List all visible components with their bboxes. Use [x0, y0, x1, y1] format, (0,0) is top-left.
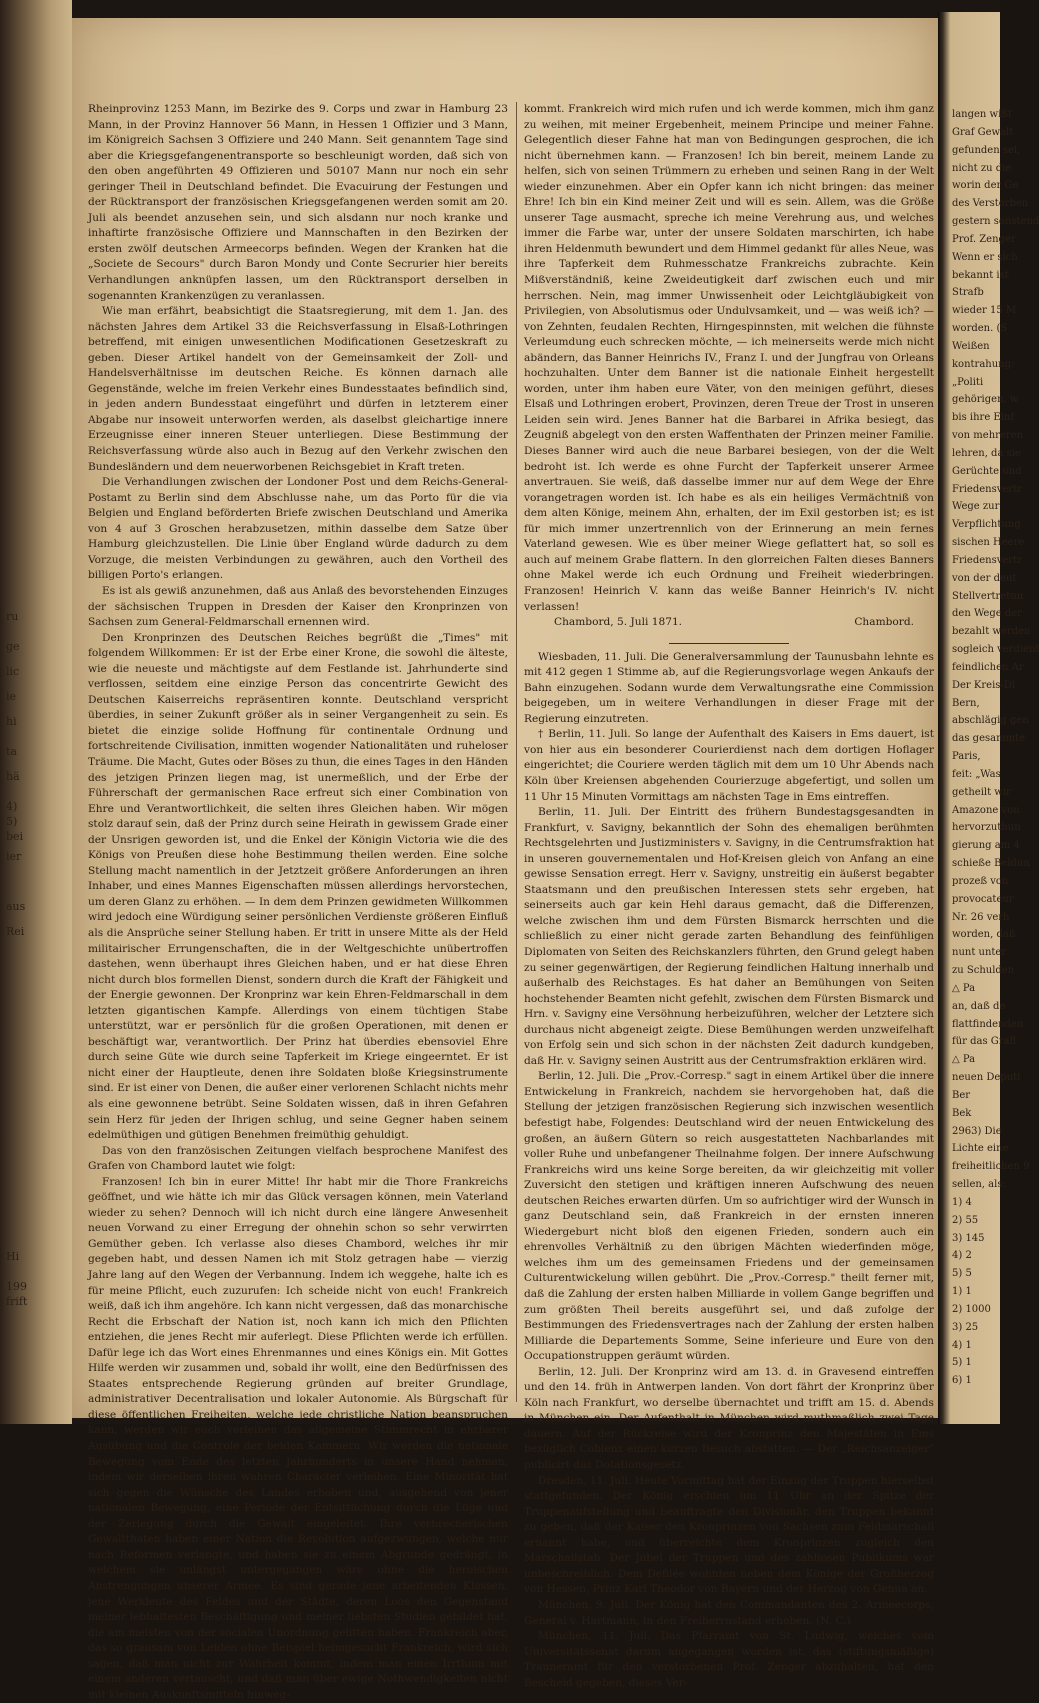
article-paragraph: Franzosen! Ich bin in eurer Mitte! Ihr habt mir die Thore Frankreichs geöffnet, und wie hätte ich mir das Glück versagen können, mein Vaterland wieder zu sehen? Dennoch will ich nicht durch eine längere Anwesenheit neuen Vorwand zu einer Erregung der ohnehin schon so sehr verwirrten Gemüther geben. Ich verlasse also dieses Chambord, welches ihr mir gegeben habt, und dessen Namen ich mit Stolz getragen habe — vierzig Jahre lang auf den Wegen der Verbannung. Indem ich weggehe, halte ich es für meine Pflicht, euch zuzurufen: Ich scheide nicht von euch! Frankreich weiß, daß ich ihm angehöre. Ich kann nicht vergessen, daß das monarchische Recht die Erbschaft der Nation ist, noch kann ich mich den Pflichten entziehen, die jenes Recht mir auferlegt. Diese Pflichten werde ich erfüllen. Dafür lege ich das Wort eines Ehrenmannes und eines Königs ein. Mit Gottes Hilfe werden wir zusammen und, sobald ihr wollt, eine den Bedürfnissen des Staates entsprechende Regierung gründen auf breiter Grundlage, administrativer Decentralisation und lokaler Autonomie. Als Bürgschaft für diese öffentlichen Freiheiten, welche jede christliche Nation beanspruchen kann, werden wir euch verleihen das allgemeine Stimmrecht in ehrbarer Ausübung und die Controle der beiden Kammern. Wir werden die nationale Bewegung vom Ende des letzten Jahrhunderts in unsere Hand nehmen, indem wir derselben ihren wahren Character verleihen. Eine Minorität hat sich gegen die Wünsche des Landes erhoben und, ausgehend von jener nationalen Bewegung, eine Periode der Entsittlichung durch die Lüge und der Zerlegung durch die Gewalt eingeleitet. Ihre verbrecherischen Gewaltthaten haben einer Nation die Revolution aufgezwungen, welche nur nach Reformen verlangte, und haben sie zu einem Abgrunde gedrängt, in welchem sie unlängst untergegangen wäre ohne die heroischen Anstrengungen unserer Armee. Es sind gerade jene arbeitenden Klassen, jene Werkleute des Feldes und der Städte, deren Loos den Gegenstand meiner lebhaftesten Beschäftigung und meiner liebsten Studien gebildet hat, die am meisten von der socialen Unordnung gelitten haben. Frankreich aber, das so grausam von Leiden ohne Beispiel heimgesucht Frankreich, wird sich sagen, daß man nicht zur Wahrheit kommt, indem man einen Irrthum mit einem anderen vertauscht, und daß man über ewige Nothwendigkeiten nicht mit kleinen Auskunftsmitteln hinweg- [88, 1175, 508, 1701]
margin-fragment: gefunden sei, [952, 144, 1021, 156]
right-column [524, 102, 934, 1689]
margin-fragment: neuen Deputi [952, 1072, 1021, 1083]
margin-fragment: den Wege der [952, 608, 1022, 620]
margin-fragment: Stellvertretun [952, 590, 1024, 602]
margin-fragment: Ber [952, 1089, 971, 1101]
margin-fragment: 5) [6, 815, 18, 828]
margin-fragment: langen wißt [952, 109, 1012, 120]
margin-fragment: „Politi [952, 376, 984, 388]
margin-fragment: das gesammte [952, 733, 1025, 745]
margin-fragment: ier [6, 850, 22, 863]
margin-fragment: 2) 55 [952, 1214, 979, 1226]
margin-fragment: Bern, [952, 697, 980, 709]
margin-fragment: bezahlt werden [952, 626, 1031, 638]
article-paragraph: Wie man erfährt, beabsichtigt die Staatsregierung, mit dem 1. Jan. des nächsten Jahres dem Artikel 33 die Reichsverfassung in Elsaß-Lothringen betreffend, mit einigen unwesentlichen Modificationen Gesetzeskraft zu geben. Dieser Artikel handelt von der Gemeinsamkeit der Zoll- und Handelsverhältnisse im deutschen Reiche. Es können darnach alle Gegenstände, welche im freien Verkehr eines Bundesstaates befindlich sind, in jeden andern Bundesstaat eingeführt und dürfen in letzterem einer Abgabe nur insoweit unterworfen werden, als daselbst gleichartige innere Erzeugnisse einer inneren Steuer unterliegen. Diese Bestimmung der Reichsverfassung würde also auch in Bezug auf den Verkehr zwischen den Bundesländern und dem neuerworbenen Reichsgebiet in Kraft treten. [88, 305, 508, 473]
margin-fragment: sogleich verdient [952, 644, 1039, 655]
article-paragraph: Den Kronprinzen des Deutschen Reiches begrüßt die „Times" mit folgendem Willkommen: Er ist der Erbe einer Krone, die sowohl die älteste, wie die neueste und mächtigste auf dem Festlande ist. Jahrhunderte sind verflossen, seitdem eine einzige Person das concentrirte Gewicht des Deutschen Kaiserreichs repräsentiren konnte. Deutschland verspricht überdies, in seiner Zukunft größer als in seiner Vergangenheit zu sein. Es bietet die einzige solide Hoffnung für continentale Ordnung und fortschreitende Civilisation, inmitten wogender Nationalitäten und ruheloser Träume. Die Macht, Gutes oder Böses zu thun, die eines Tages in den Händen des jetzigen Prinzen liegen mag, ist unermeßlich, und der Erbe der Führerschaft der germanischen Race erfreut sich einer Combination von Ehre und Verantwortlichkeit, die selten ihres Gleichen haben. Wir mögen stolz darauf sein, daß der Prinz durch seine Heirath in gewissem Grade einer der Unsrigen geworden ist, und die Enkel der Königin Victoria wie die des Königs von Preußen diese hohe Bestimmung theilen werden. Eine solche Stellung macht namentlich in der Jetztzeit größere Anforderungen an ihren Inhaber, und eines Mannes Eigenschaften müssen allerdings hervorstechen, um deren Glanz zu erhöhen. — In dem dem Prinzen gewidmeten Willkommen wird jedoch eine Würdigung seiner persönlichen Verdienste größeren Einfluß als die Ansprüche seiner Stellung haben. Er tritt in unsere Mitte als der Held militairischer Errungenschaften, die in der Weltgeschichte unübertroffen dastehen, wenn überhaupt ihres Gleichen haben, und er hat diese Ehren nicht durch blos formellen Dienst, sondern durch die Kraft der Fähigkeit und der Energie gewonnen. Der Kronprinz war kein Ehren-Feldmarschall in dem letzten gigantischen Kampfe. Allerdings von einem tüchtigen Stabe unterstützt, war er persönlich für die großen Operationen, mit denen er beschäftigt war, verantwortlich. Der Prinz hat überdies ebensoviel Ehre durch seine Güte wie durch seine Tapferkeit im Kriege eingeerntet. Er ist nicht einer der Hauptleute, denen ihre Soldaten bloße Kriegsinstrumente sind. Er ist einer von Denen, die außer einer verlorenen Schlacht nichts mehr als eine gewonnene betrübt. Seine Soldaten wissen, daß in ihren Gefahren sein Herz für jeden der Ihrigen schlug, und seine Gegner haben seinem edelmüthigen und gütigen Benehmen freimüthig gehuldigt. [88, 631, 508, 1142]
article-paragraph: Rheinprovinz 1253 Mann, im Bezirke des 9. Corps und zwar in Hamburg 23 Mann, in der Provinz Hannover 56 Mann, in Hessen 1 Offizier und 3 Mann, im Königreich Sachsen 3 Offiziere und 240 Mann. Seit genanntem Tage sind aber die Kriegsgefangenentransporte so beschleunigt worden, daß sich von den oben angeführten 49 Offizieren und 50107 Mann nur noch ein sehr geringer Theil in Deutschland befindet. Die Evacuirung der Festungen und der Rücktransport der französischen Kriegsgefangenen werden somit am 20. Juli als beendet anzusehen sein, und sich alsdann nur noch kranke und inhaftirte französische Offiziere und Mannschaften in den Bezirken der ersten zwölf deutschen Armeecorps befinden. Wegen der Kranken hat die „Societe de Secours" durch Baron Mondy und Conte Secrurier hier bereits Verhandlungen anknüpfen lassen, um den Rücktransport derselben in sogenannten Krankenzügen zu veranlassen. [88, 103, 508, 302]
margin-fragment: worin der Ge [952, 180, 1019, 192]
margin-fragment: gestern sonstend [952, 216, 1039, 227]
margin-fragment: Amazone von [952, 804, 1020, 816]
margin-fragment: frift [6, 1295, 28, 1308]
margin-fragment: für das Grafl [952, 1036, 1017, 1048]
manifest-continuation: kommt. Frankreich wird mich rufen und ich werde kommen, mich ihm ganz zu weihen, mit meiner Ergebenheit, meinem Principe und meiner Fahne. Gelegentlich dieser Fahne hat man von Bedingungen gesprochen, die ich nicht übernehmen kann. — Franzosen! Ich bin bereit, meinem Lande zu helfen, sich von seinen Trümmern zu erheben und seinen Rang in der Welt wieder einzunehmen. Aber ein Opfer kann ich nicht bringen: das meiner Ehre! Ich bin ein Kind meiner Zeit und will es sein. Allem, was die Größe unserer Tage ausmacht, spreche ich meine Verehrung aus, und welches immer die Farbe war, unter der unsere Soldaten marschirten, ich habe ihren Heldenmuth bewundert und dem Himmel gedankt für alles Neue, was ihre Tapferkeit dem Ruhmesschatze Frankreichs zubrachte. Kein Mißverständniß, keine Zweideutigkeit darf zwischen euch und mir herrschen. Nein, mag immer Unwissenheit oder Leichtgläubigkeit von Privilegien, von Absolutismus oder Undulvsamkeit, und — was weiß ich? — von Zehnten, feudalen Rechten, Hirngespinnsten, mit welchen die fühnste Verleumdung euch schrecken möchte, — ich meinerseits werde mich nicht abändern, das Banner Heinrichs IV., Franz I. und der Jungfrau von Orleans hochzuhalten. Unter dem Banner ist die nationale Einheit hergestellt worden, unter ihm haben eure Väter, von den meinigen geführt, dieses Elsaß und Lothringen erobert, Provinzen, deren Treue der Trost in unseren Leiden sein wird. Jenes Banner hat die Barbarei in Afrika besiegt, das Zeugniß abgelegt von den ersten Waffenthaten der Prinzen meiner Familie. Dieses Banner wird auch die neue Barbarei besiegen, von der die Welt bedroht ist. Ich werde es ohne Furcht der Tapferkeit unserer Armee anvertrauen. Sie weiß, daß dasselbe immer nur auf dem Wege der Ehre vorangetragen worden ist. Ich habe es als ein heiliges Vermächtniß von dem alten Könige, meinem Ahn, erhalten, der im Exil gestorben ist; es ist für mich immer unzertrennlich von der Erinnerung an mein fernes Vaterland gewesen. Wie es über meiner Wiege geflattert hat, so soll es auch auf meinem Grabe flattern. In den glorreichen Falten dieses Banners ohne Makel werde ich euch Ordnung und Freiheit wiederbringen. Franzosen! Heinrich V. kann das weiße Banner Heinrich's IV. nicht verlassen! [524, 103, 934, 613]
newspaper-page [72, 18, 938, 1701]
news-item-paragraph: Berlin, 11. Juli. Der Eintritt des frühern Bundestagsgesandten in Frankfurt, v. Savigny, bekanntlich der Sohn des ehemaligen berühmten Rechtsgelehrten und Justizministers v. Savigny, in die Centrumsfraktion hat in unseren gouvernementalen und Hof-Kreisen gleich von Anfang an eine gewisse Sensation erregt. Herr v. Savigny, unstreitig ein äußerst begabter Staatsmann und den preußischen Interessen stets sehr ergeben, hat seinerseits auch gar kein Hehl daraus gemacht, daß die Differenzen, welche zwischen ihm und dem Fürsten Bismarck herrschten und die schließlich zu einer nicht gerade zarten Behandlung des feinfühligen Diplomaten von Seiten des Reichskanzlers führten, den Grund gelegt haben zu seiner gegenwärtigen, der Regierung feindlichen Haltung innerhalb und außerhalb des Reichstages. Es hat daher an Bemühungen von Seiten hochstehender Beamten nicht gefehlt, zwischen dem Fürsten Bismarck und Hrn. v. Savigny eine Versöhnung herbeizuführen, welcher der Letztere sich durchaus nicht abgeneigt zeigte. Diese Bemühungen werden unzweifelhaft von Erfolg sein und sich schon in der nächsten Zeit dadurch kundgeben, daß Hr. v. Savigny seinen Austritt aus der Centrumsfraktion erklären wird. [524, 806, 934, 1067]
margin-fragment: 2) 1000 [952, 1303, 991, 1315]
margin-fragment: bei [6, 830, 24, 843]
margin-fragment: Paris, [952, 751, 981, 762]
margin-fragment: sellen, als: [952, 1179, 1006, 1190]
margin-fragment: hi [6, 715, 17, 728]
margin-fragment: Lichte eine [952, 1143, 1009, 1155]
margin-fragment: 1) 4 [952, 1196, 972, 1208]
margin-fragment: Friedensvertr [952, 554, 1022, 566]
margin-fragment: Bek [952, 1107, 972, 1119]
margin-fragment: 3) 25 [952, 1321, 979, 1333]
margin-fragment: bekannt ist [952, 269, 1009, 281]
margin-fragment: 3) 145 [952, 1232, 985, 1244]
news-item-paragraph: † Berlin, 11. Juli. So lange der Aufenthalt des Kaisers in Ems dauert, ist von hier aus ein besonderer Courierdienst nach dem dortigen Hoflager eingerichtet; die Couriere werden täglich mit dem um 10 Uhr Abends nach Köln über Kreiensen abgehenden Courierzuge abgefertigt, und sollen um 11 Uhr 15 Minuten Vormittags am nächsten Tage in Ems eintreffen. [524, 728, 934, 803]
margin-fragment: 4) 2 [952, 1250, 972, 1262]
margin-fragment: Rei [6, 925, 25, 938]
article-paragraph: Es ist als gewiß anzunehmen, daß aus Anlaß des bevorstehenden Einzuges der sächsischen Truppen in Dresden der Kaiser den Kronprinzen von Sachsen zum General-Feldmarschall ernennen wird. [88, 584, 508, 629]
margin-fragment: gierung am 4 [952, 840, 1020, 852]
news-item-paragraph: Dresden, 11. Juli. Heute Vormittag hat der Einzug der Truppen hierselbst stattgefunden. Der König erschien um 11 Uhr an der Spitze der Truppenaufstellung und beauftragte den Divisionär, den Truppen bekannt zu geben, daß der Kaiser den Kronprinzen von Sachsen zum Feldmarschall ernannt habe, und überreichte dem Kronprinzen zugleich den Marschallstab. Der Jubel der Truppen und des zahllosen Publikums war unbeschreiblich. Dem Defilée wohnten neben dem Könige der Großherzog von Hessen, Prinz Karl Theodor von Bayern und der Herzog von Genua an. [524, 1474, 934, 1596]
margin-fragment: 199 [6, 1280, 27, 1293]
margin-fragment: ru [6, 610, 19, 623]
margin-fragment: Strafb [952, 287, 984, 299]
margin-fragment: an, daß de [952, 1000, 1006, 1012]
margin-fragment: prozeß von [952, 875, 1009, 887]
article-paragraph: Die Verhandlungen zwischen der Londoner Post und dem Reichs-General-Postamt zu Berlin sind dem Abschlusse nahe, um das Porto für die via Belgien und England beförderten Briefe zwischen Deutschland und Amerika von 4 auf 3 Groschen herabzusetzen, mithin dasselbe dem Satze über Hamburg gleichzustellen. Die Linie über England würde dadurch zu dem Vorzuge, die meisten Verbindungen zu gewähren, auch den Vortheil des billigen Porto's erlangen. [88, 476, 508, 582]
margin-fragment: provocateur [952, 893, 1014, 905]
news-items [524, 650, 934, 1692]
margin-fragment: 4) [6, 800, 18, 813]
margin-fragment: 6) 1 [952, 1375, 972, 1387]
margin-fragment: 2963) Die [952, 1125, 1002, 1137]
margin-fragment: gehörigen, w [952, 394, 1019, 406]
margin-fragment: schieße Beldun [952, 858, 1030, 869]
margin-fragment: feit: „Was [952, 768, 1001, 780]
section-rule [669, 643, 789, 644]
margin-fragment: Prof. Zenger [952, 233, 1016, 245]
margin-fragment: flattfindenden [952, 1018, 1024, 1030]
margin-fragment: von der deut [952, 572, 1017, 584]
adjacent-page-strip [938, 12, 1039, 1424]
signature-name: Chambord. [854, 616, 914, 629]
left-column [88, 102, 508, 1701]
margin-fragment: Verpflichtung [952, 519, 1021, 531]
margin-fragment: wieder 15 M [952, 305, 1017, 317]
news-item-paragraph: München, 11. Juli. Das Pfarramt von St. Ludwig, welches vom Universitätssenat darum angegangen worden ist, das (stiftungsmäßige) Trauneramt für den verstorbenen Prof. Zenger abzuhalten, hat den Bescheid gegeben, dieses Ver- [524, 1630, 934, 1689]
margin-fragment: aus [6, 900, 26, 913]
margin-fragment: Wenn er sich [952, 251, 1018, 263]
margin-fragment: Der Kreis-Di [952, 679, 1015, 691]
margin-fragment: freiheitlichen 9 [952, 1161, 1030, 1173]
margin-fragment: 4) 1 [952, 1339, 972, 1351]
binding-edge-previous-page [0, 0, 72, 1424]
manifest-signature [524, 615, 934, 631]
margin-fragment: nunt unter [952, 947, 1007, 959]
margin-fragment: Wege zur [952, 501, 1000, 513]
margin-fragment: lic [6, 665, 20, 678]
margin-fragment: ta [6, 745, 17, 758]
margin-fragment: hä [6, 770, 20, 783]
news-item-paragraph: Berlin, 12. Juli. Die „Prov.-Corresp." sagt in einem Artikel über die innere Entwickelung in Frankreich, nachdem sie hervorgehoben hat, daß die Stellung der jetzigen französischen Regierung sich inzwischen wesentlich befestigt habe, Folgendes: Deutschland wird der neuen Entwickelung des großen, an äußern Gütern so reich ausgestatteten Nachbarlandes mit voller Ruhe und unbefangener Theilnahme folgen. Der innere Aufschwung Frankreichs wird uns keine Sorge bereiten, da wir gleichzeitig mit voller Zuversicht den stetigen und kräftigen inneren Aufschwung des neuen deutschen Reiches erwarten dürfen. Um so aufrichtiger wird der Wunsch in ganz Deutschland sein, daß Frankreich in der ernsten inneren Wiedergeburt nicht bloß den eigenen Frieden, sondern auch ein ehrenvolles Verhältniß zu den übrigen Mächten wiederfinden möge, welches ihm um des gemeinsamen Friedens und der gemeinsamen Culturentwickelung willen gebührt. Die „Prov.-Corresp." theilt ferner mit, daß die Zahlung der ersten halben Milliarde in vollem Gange begriffen und zum größten Theil bereits ausgeführt sei, und daß zufolge der Bestimmungen des Friedensvertrages nach der Zahlung der ersten halben Milliarde die Departements Somme, Seine inferieure und Eure von den Occupationstruppen geräumt würden. [524, 1070, 934, 1363]
margin-fragment: von mehreren [952, 430, 1023, 441]
news-item-paragraph: München, 9. Juli. Der König hat den Commandanten des 2. Armeecorps, General v. Hartmann, in den Freiherrnstand erhoben. (N. C.) [524, 1598, 934, 1627]
margin-fragment: 5) 5 [952, 1268, 972, 1280]
margin-fragment: nicht zu die [952, 162, 1012, 174]
margin-fragment: Weißen [952, 340, 990, 352]
margin-fragment: abschlägig gen [952, 715, 1029, 727]
margin-fragment: sischen Heere [952, 537, 1025, 548]
margin-fragment: 5) 1 [952, 1357, 972, 1369]
margin-fragment: worden, daß [952, 929, 1016, 941]
margin-fragment: getheilt wir [952, 786, 1011, 798]
margin-fragment: Hi [6, 1250, 20, 1263]
news-item-paragraph: Wiesbaden, 11. Juli. Die Generalversammlung der Taunusbahn lehnte es mit 412 gegen 1 Stimme ab, auf die Regierungsvorlage wegen Ankaufs der Bahn einzugehen. Sodann wurde dem Verwaltungsrathe eine Commission beigegeben, um in weitere Verhandlungen in dieser Frage mit der Regierung einzutreten. [524, 650, 934, 725]
margin-fragment: 1) 1 [952, 1286, 972, 1297]
margin-fragment: des Verstorben [952, 198, 1029, 210]
margin-fragment: zu Schulden [952, 965, 1015, 976]
margin-fragment: ge [6, 640, 20, 653]
column-divider [516, 102, 517, 1402]
margin-fragment: Nr. 26 verh [952, 911, 1010, 923]
margin-fragment: worden. (S [952, 323, 1008, 334]
margin-fragment: lehren, da sie [952, 447, 1021, 459]
margin-fragment: Graf Gewalt [952, 126, 1014, 138]
margin-fragment: hervorzuthun [952, 822, 1021, 834]
margin-fragment: Friedensvertr [952, 483, 1022, 495]
margin-fragment: ie [6, 690, 17, 703]
margin-fragment: kontrahung: [952, 358, 1015, 370]
margin-fragment: bis ihre Einf [952, 412, 1015, 424]
article-paragraph: Das von den französischen Zeitungen vielfach besprochene Manifest des Grafen von Chambord lautet wie folgt: [88, 1144, 508, 1173]
margin-fragment: △ Pa [952, 1054, 976, 1066]
margin-fragment: feindlichen Ar [952, 661, 1024, 673]
signature-place-date: Chambord, 5. Juli 1871. [554, 616, 683, 629]
news-item-paragraph: Berlin, 12. Juli. Der Kronprinz wird am 13. d. in Gravesend eintreffen und den 14. früh in Antwerpen landen. Von dort fährt der Kronprinz über Köln nach Frankfurt, wo derselbe übernachtet und trifft am 15. d. Abends in München ein. Der Aufenthalt in München wird muthmaßlich zwei Tage dauern. Auf der Rückreise wird der Kronprinz den Majestäten in Ems bezüglich Coblenz einen kurzen Besuch abstatten. — Der „Reichsanzeiger" publicirt das Dotationsgesetz. [524, 1365, 934, 1472]
margin-fragment: Gerüchte und [952, 465, 1022, 477]
margin-fragment: △ Pa [952, 982, 976, 994]
